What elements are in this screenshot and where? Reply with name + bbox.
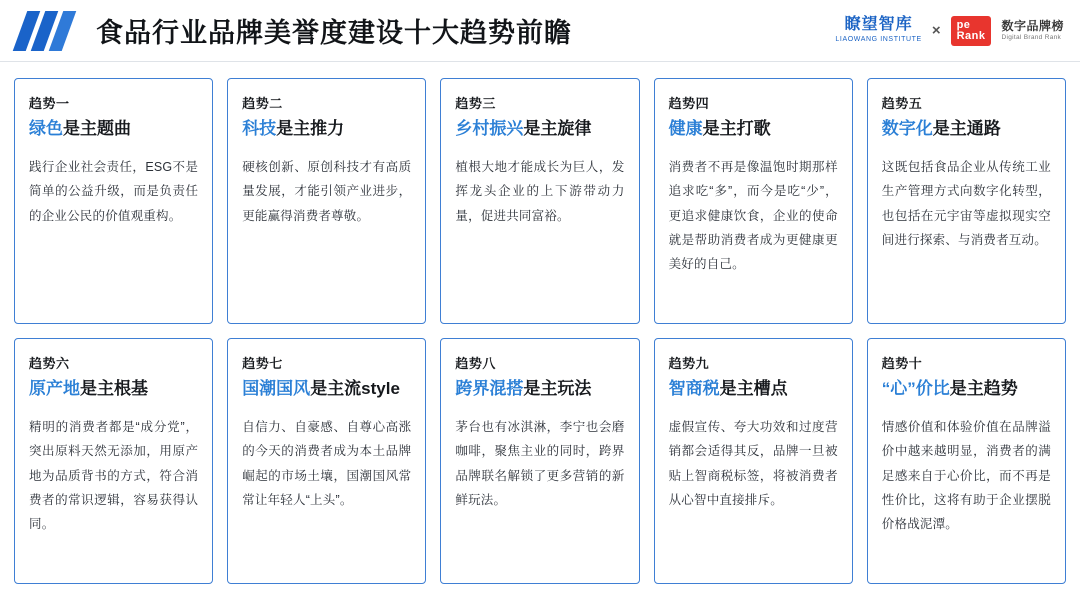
trend-title-rest: 是主旋律 bbox=[523, 119, 592, 138]
trend-title bbox=[242, 118, 411, 141]
trend-title bbox=[882, 378, 1051, 401]
liaowang-name-en: LIAOWANG INSTITUTE bbox=[835, 36, 922, 44]
trend-title bbox=[455, 378, 624, 401]
trend-title-rest: 是主流style bbox=[310, 379, 400, 398]
trend-body: 精明的消费者都是“成分党”，突出原料天然无添加，用原产地为品质背书的方式，符合消费者的常识逻辑，容易获得认同。 bbox=[29, 419, 199, 532]
trend-card bbox=[227, 338, 426, 584]
trend-card bbox=[440, 78, 639, 324]
trend-number: 趋势四 bbox=[668, 96, 710, 111]
trend-card bbox=[867, 338, 1066, 584]
trend-title-rest: 是主趋势 bbox=[949, 379, 1018, 398]
trend-body: 自信力、自豪感、自尊心高涨的今天的消费者成为本土品牌崛起的市场土壤，国潮国风常常让年轻人“上头”。 bbox=[242, 419, 412, 508]
trend-number: 趋势六 bbox=[29, 356, 70, 371]
dbr-name-en: Digital Brand Rank bbox=[1001, 34, 1062, 42]
trend-title-rest: 是主题曲 bbox=[63, 119, 131, 138]
trend-number: 趋势三 bbox=[455, 96, 496, 111]
trend-title-highlight: 科技 bbox=[242, 119, 277, 138]
trend-number: 趋势十 bbox=[881, 356, 923, 371]
trend-title bbox=[882, 118, 1051, 141]
trend-body: 践行企业社会责任，ESG不是简单的公益升级，而是负责任的企业公民的价值观重构。 bbox=[29, 159, 199, 223]
trend-title bbox=[455, 118, 624, 141]
trend-body: 植根大地才能成长为巨人，发挥龙头企业的上下游带动力量，促进共同富裕。 bbox=[455, 159, 625, 223]
trend-number: 趋势二 bbox=[242, 96, 283, 111]
trend-number: 趋势一 bbox=[29, 96, 70, 111]
trend-title-highlight: 乡村振兴 bbox=[455, 119, 524, 138]
trend-card bbox=[654, 338, 853, 584]
slide-header bbox=[0, 0, 1080, 62]
dbr-name-cn: 数字品牌榜 bbox=[1001, 18, 1064, 33]
trend-number: 趋势九 bbox=[668, 356, 710, 371]
trend-number: 趋势五 bbox=[881, 96, 923, 111]
trend-card bbox=[227, 78, 426, 324]
trend-title-highlight: 国潮国风 bbox=[242, 379, 311, 398]
trend-title-rest: 是主打歌 bbox=[702, 119, 771, 138]
brand-lockup bbox=[835, 16, 1064, 46]
trend-card-grid bbox=[0, 62, 1080, 596]
trend-title bbox=[29, 378, 198, 401]
trend-number: 趋势八 bbox=[455, 356, 496, 371]
trend-title-highlight: 原产地 bbox=[29, 379, 80, 398]
trend-title-rest: 是主推力 bbox=[276, 119, 345, 138]
multiply-icon: × bbox=[931, 22, 941, 39]
trend-title-highlight: 健康 bbox=[668, 119, 703, 138]
trend-title-highlight: 绿色 bbox=[29, 119, 63, 138]
digital-brand-rank-logo bbox=[1001, 20, 1064, 41]
trend-title bbox=[29, 118, 198, 141]
trend-card bbox=[867, 78, 1066, 324]
page-title: 食品行业品牌美誉度建设十大趋势前瞻 bbox=[96, 18, 572, 48]
trend-number: 趋势七 bbox=[242, 356, 283, 371]
trend-title-highlight: 跨界混搭 bbox=[455, 379, 524, 398]
trend-title-rest: 是主槽点 bbox=[719, 379, 788, 398]
trend-card bbox=[14, 78, 213, 324]
trend-title bbox=[669, 378, 838, 401]
trend-title-highlight: “心”价比 bbox=[881, 379, 950, 398]
trend-body: 硬核创新、原创科技才有高质量发展，才能引领产业进步，更能赢得消费者尊敬。 bbox=[242, 159, 412, 223]
liaowang-name-cn: 瞭望智库 bbox=[844, 16, 913, 34]
trend-card bbox=[440, 338, 639, 584]
trend-title-rest: 是主根基 bbox=[80, 379, 148, 398]
liaowang-logo bbox=[835, 17, 921, 43]
trend-title-rest: 是主玩法 bbox=[523, 379, 592, 398]
trend-title-rest: 是主通路 bbox=[932, 119, 1001, 138]
trend-body: 情感价值和体验价值在品牌溢价中越来越明显，消费者的满足感来自于心价比，而不再是性价比，这将有助于企业摆脱价格战泥潭。 bbox=[881, 419, 1051, 532]
trend-body: 虚假宣传、夸大功效和过度营销都会适得其反，品牌一旦被贴上智商税标签，将被消费者从心智中直接排斥。 bbox=[668, 419, 838, 508]
trend-body: 消费者不再是像温饱时期那样追求吃“多”，而今是吃“少”，更追求健康饮食，企业的使命就是帮助消费者成为更健康更美好的自己。 bbox=[668, 159, 838, 272]
trend-card bbox=[654, 78, 853, 324]
trend-title-highlight: 智商税 bbox=[668, 379, 720, 398]
perank-logo-icon: pe Rank bbox=[951, 16, 992, 46]
trend-title-highlight: 数字化 bbox=[881, 119, 933, 138]
slash-logo-icon bbox=[14, 11, 84, 51]
trend-card bbox=[14, 338, 213, 584]
trend-body: 茅台也有冰淇淋，李宁也会磨咖啡，聚焦主业的同时，跨界品牌联名解锁了更多营销的新鲜玩法。 bbox=[455, 419, 625, 508]
trend-title bbox=[242, 378, 411, 401]
trend-title bbox=[669, 118, 838, 141]
trend-body: 这既包括食品企业从传统工业生产管理方式向数字化转型，也包括在元宇宙等虚拟现实空间进行探索、与消费者互动。 bbox=[881, 159, 1051, 248]
